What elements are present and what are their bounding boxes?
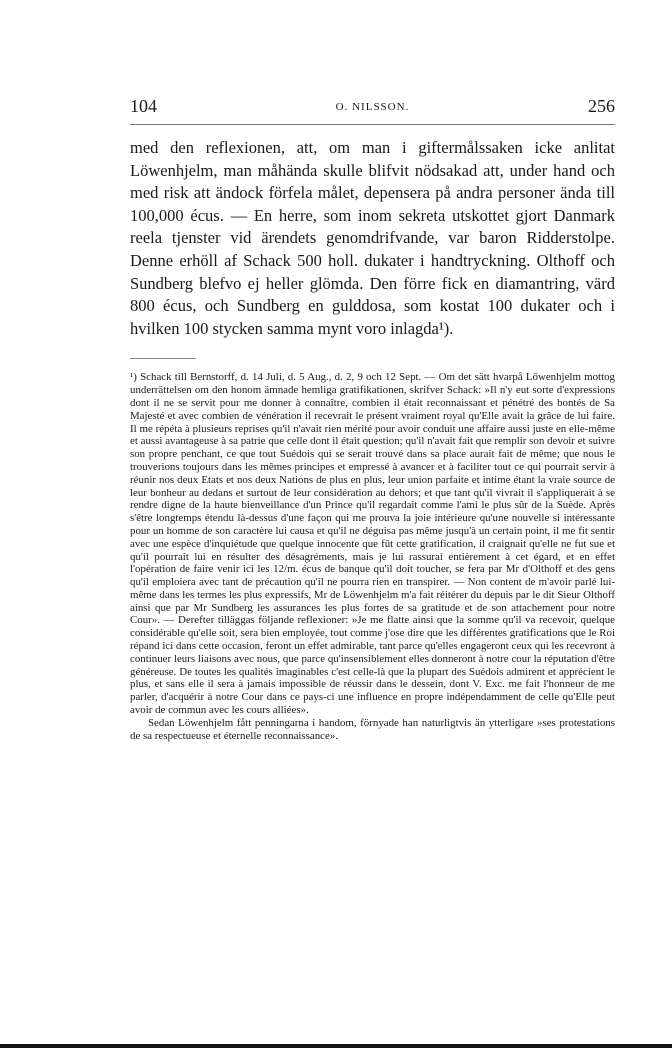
scan-edge — [0, 1044, 672, 1048]
footnote-continuation: Sedan Löwenhjelm fått penningarna i handom, förnyade han naturligtvis än ytterligare »ses protestations de sa respectueuse et éternelle reconnaissance». — [130, 716, 615, 742]
page-header — [130, 96, 615, 125]
page-number-left: 104 — [130, 96, 157, 116]
page-number-right: 256 — [588, 96, 615, 116]
footnote-1: ¹) Schack till Bernstorff, d. 14 Juli, d. 5 Aug., d. 2, 9 och 12 Sept. — Om det sätt hvarpå Löwenhjelm mottog underrättelsen om den honom ämnade hemliga gratifikationen, skrifver Schack: »Il n'y eut sorte d'expressions dont il ne se servit pour me donner à connaître, combien il était reconnaissant et pénétré des bontés de Sa Majesté et avec combien de vénération il recevrait le présent vraiment royal qu'Elle avait la grâce de lui faire. Il me répéta à plusieurs reprises qu'il n'avait rien mérité pour avoir conduit une affaire aussi juste en elle-même et aussi avantageuse à sa patrie que celle dont il était question; qu'il n'avait fait que remplir son devoir et suivre son propre penchant, ce que tout Suédois qui se serait trouvé dans sa place aurait fait de même; que nous le trouverions toujours dans les mêmes principes et empressé à avancer et à faciliter tout ce qui pourrait servir à réunir nos deux Etats et nos deux Nations de plus en plus, leur union parfaite et intime étant la vraie source de leur bonheur au dedans et surtout de leur considération au dehors; et que tant qu'il vivrait il s'appliquerait à se rendre digne de la haute bienveillance d'un Prince qu'il regardait comme l'ami le plus sûr de la Suède. Après s'être longtemps étendu là-dessus d'une façon qui me prouva la joie intérieure qu'une nouvelle si intéressante pour un homme de son caractère lui causa et qu'il ne déguisa pas même jusqu'à un certain point, il me fit sentir avec une espèce d'inquiétude que quelque innocente que fût cette gratification, il craignait qu'elle ne fut sue et qu'il pourrait lui en résulter des désagréments, mais je lui rassurai entièrement à cet égard, et en effet l'opération de faire venir ici les 12/m. écus de banque qu'il doit toucher, se fera par Mr d'Olthoff et des gens qu'il emploiera avec tant de précaution qu'il ne pourra rien en transpirer. — Non content de m'avoir parlé lui-même dans les termes les plus expressifs, Mr de Löwenhjelm m'a fait réitérer du depuis par le dit Sieur Olthoff ainsi que par Mr Sundberg les assurances les plus fortes de sa gratitude et de son attachement pour notre Cour». — Derefter tilläggas följande reflexioner: »Je me flatte ainsi que la somme qu'il va recevoir, quelque considérable qu'elle soit, sera bien employée, tout comme j'ose dire que les différentes gratifications que le Roi répand ici dans cette occasion, feront un effet admirable, tant parce qu'elles engageront ceux qui les recevront à continuer leurs liaisons avec nous, que parce qu'insensiblement elles donneront à notre cour la réputation d'être généreuse. De toutes les qualités imaginables c'est celle-là que la plupart des Suédois admirent et apprécient le plus, et sans elle il sera à jamais impossible de réussir dans le dessein, dont V. Exc. me fait l'honneur de me parler, d'acquérir à notre Cour dans ce pays-ci une influence en propre indépendamment de celle qu'Elle peut avoir de commun avec les cours alliées». — [130, 371, 615, 717]
footnote-divider — [130, 358, 196, 359]
book-page — [130, 96, 615, 742]
body-paragraph: med den reflexionen, att, om man i giftermålssaken icke anlitat Löwenhjelm, man måhända skulle blifvit nödsakad att, under hand och med risk att ändock förfela målet, depensera på andra personer ända till 100,000 écus. — En herre, som inom sekreta utskottet gjort Danmark reela tjenster vid ärendets genomdrifvande, var baron Ridderstolpe. Denne erhöll af Schack 500 holl. dukater i handtryckning. Olthoff och Sundberg blefvo ej heller glömda. Den förre fick en diamantring, värd 800 écus, och Sundberg en gulddosa, som kostat 100 dukater och i hvilken 100 stycken samma mynt voro inlagda¹). — [130, 138, 615, 338]
running-head: O. NILSSON. — [335, 101, 410, 113]
